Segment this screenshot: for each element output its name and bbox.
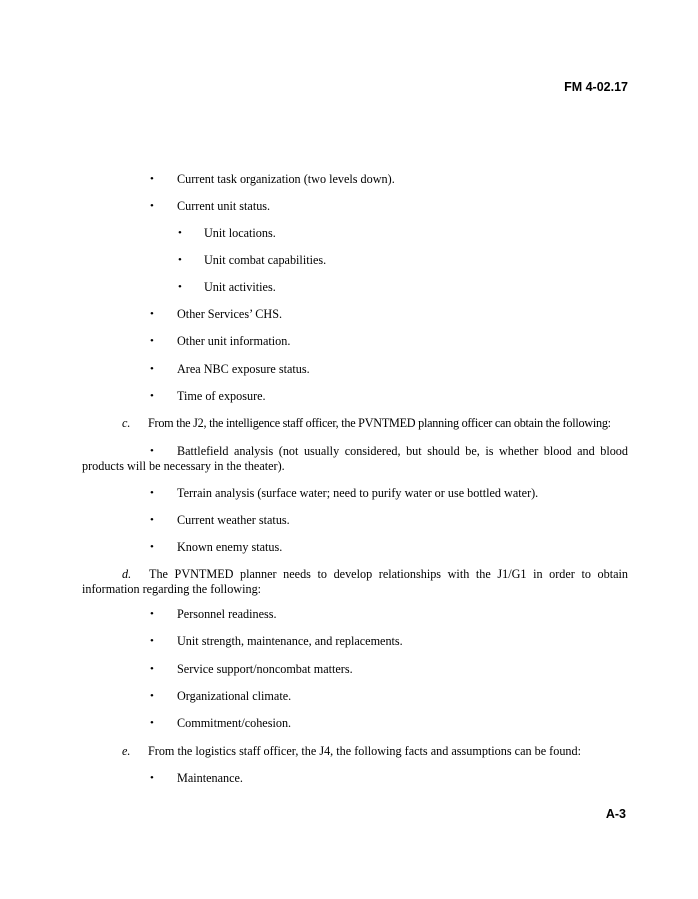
- bullet-glyph: •: [150, 717, 154, 729]
- bullet-glyph: •: [150, 363, 154, 375]
- list-item: Service support/noncombat matters.: [177, 662, 353, 676]
- list-item: Known enemy status.: [177, 540, 283, 554]
- bullet-glyph: •: [150, 608, 154, 620]
- bullet-glyph: •: [150, 772, 154, 784]
- bullet-glyph: •: [178, 254, 182, 266]
- list-item: Unit strength, maintenance, and replacements.: [177, 634, 403, 648]
- list-item: Current weather status.: [177, 513, 290, 527]
- page-number: A-3: [605, 807, 626, 821]
- list-item: Other unit information.: [177, 334, 291, 348]
- list-item: Current unit status.: [177, 199, 271, 213]
- list-item: Other Services’ CHS.: [177, 307, 283, 321]
- paragraph-e-text: From the logistics staff officer, the J4, the following facts and assumptions can be found:: [148, 744, 581, 758]
- bullet-glyph: •: [150, 308, 154, 320]
- bullet-glyph: •: [150, 690, 154, 702]
- paragraph-c-text: From the J2, the intelligence staff officer, the PVNTMED planning officer can obtain the following:: [148, 416, 611, 430]
- list-item: Time of exposure.: [177, 389, 266, 403]
- bullet-glyph: •: [150, 200, 154, 212]
- bullet-glyph: •: [178, 281, 182, 293]
- paragraph-letter-d: d.: [122, 567, 132, 581]
- bullet-glyph: •: [150, 663, 154, 675]
- list-item: Organizational climate.: [177, 689, 292, 703]
- paragraph-d-text: The PVNTMED planner needs to develop relationships with the J1/G1 in order to obtain information regarding the following:: [82, 567, 628, 596]
- bullet-glyph: •: [150, 514, 154, 526]
- running-header: FM 4-02.17: [564, 80, 628, 94]
- battlefield-analysis-item: [82, 444, 628, 474]
- paragraph-d: [82, 567, 628, 597]
- bullet-glyph: •: [150, 335, 154, 347]
- sub-list-item: Unit activities.: [204, 280, 276, 294]
- list-item: Area NBC exposure status.: [177, 362, 310, 376]
- bullet-glyph: •: [150, 173, 154, 185]
- bullet-glyph: •: [150, 390, 154, 402]
- sub-list-item: Unit combat capabilities.: [204, 253, 327, 267]
- bullet-glyph: •: [150, 487, 154, 499]
- bullet-glyph: •: [150, 445, 154, 457]
- bullet-glyph: •: [150, 635, 154, 647]
- list-item: Current task organization (two levels down).: [177, 172, 395, 186]
- list-item: Personnel readiness.: [177, 607, 277, 621]
- paragraph-letter-c: c.: [122, 416, 131, 430]
- paragraph-letter-e: e.: [122, 744, 131, 758]
- bullet-glyph: •: [150, 541, 154, 553]
- bullet-glyph: •: [178, 227, 182, 239]
- list-item: Commitment/cohesion.: [177, 716, 292, 730]
- list-item: Terrain analysis (surface water; need to purify water or use bottled water).: [177, 486, 539, 500]
- list-item: Maintenance.: [177, 771, 243, 785]
- sub-list-item: Unit locations.: [204, 226, 276, 240]
- battlefield-analysis-text: Battlefield analysis (not usually considered, but should be, is whether blood and blood products will be necessary in the theater).: [82, 444, 628, 473]
